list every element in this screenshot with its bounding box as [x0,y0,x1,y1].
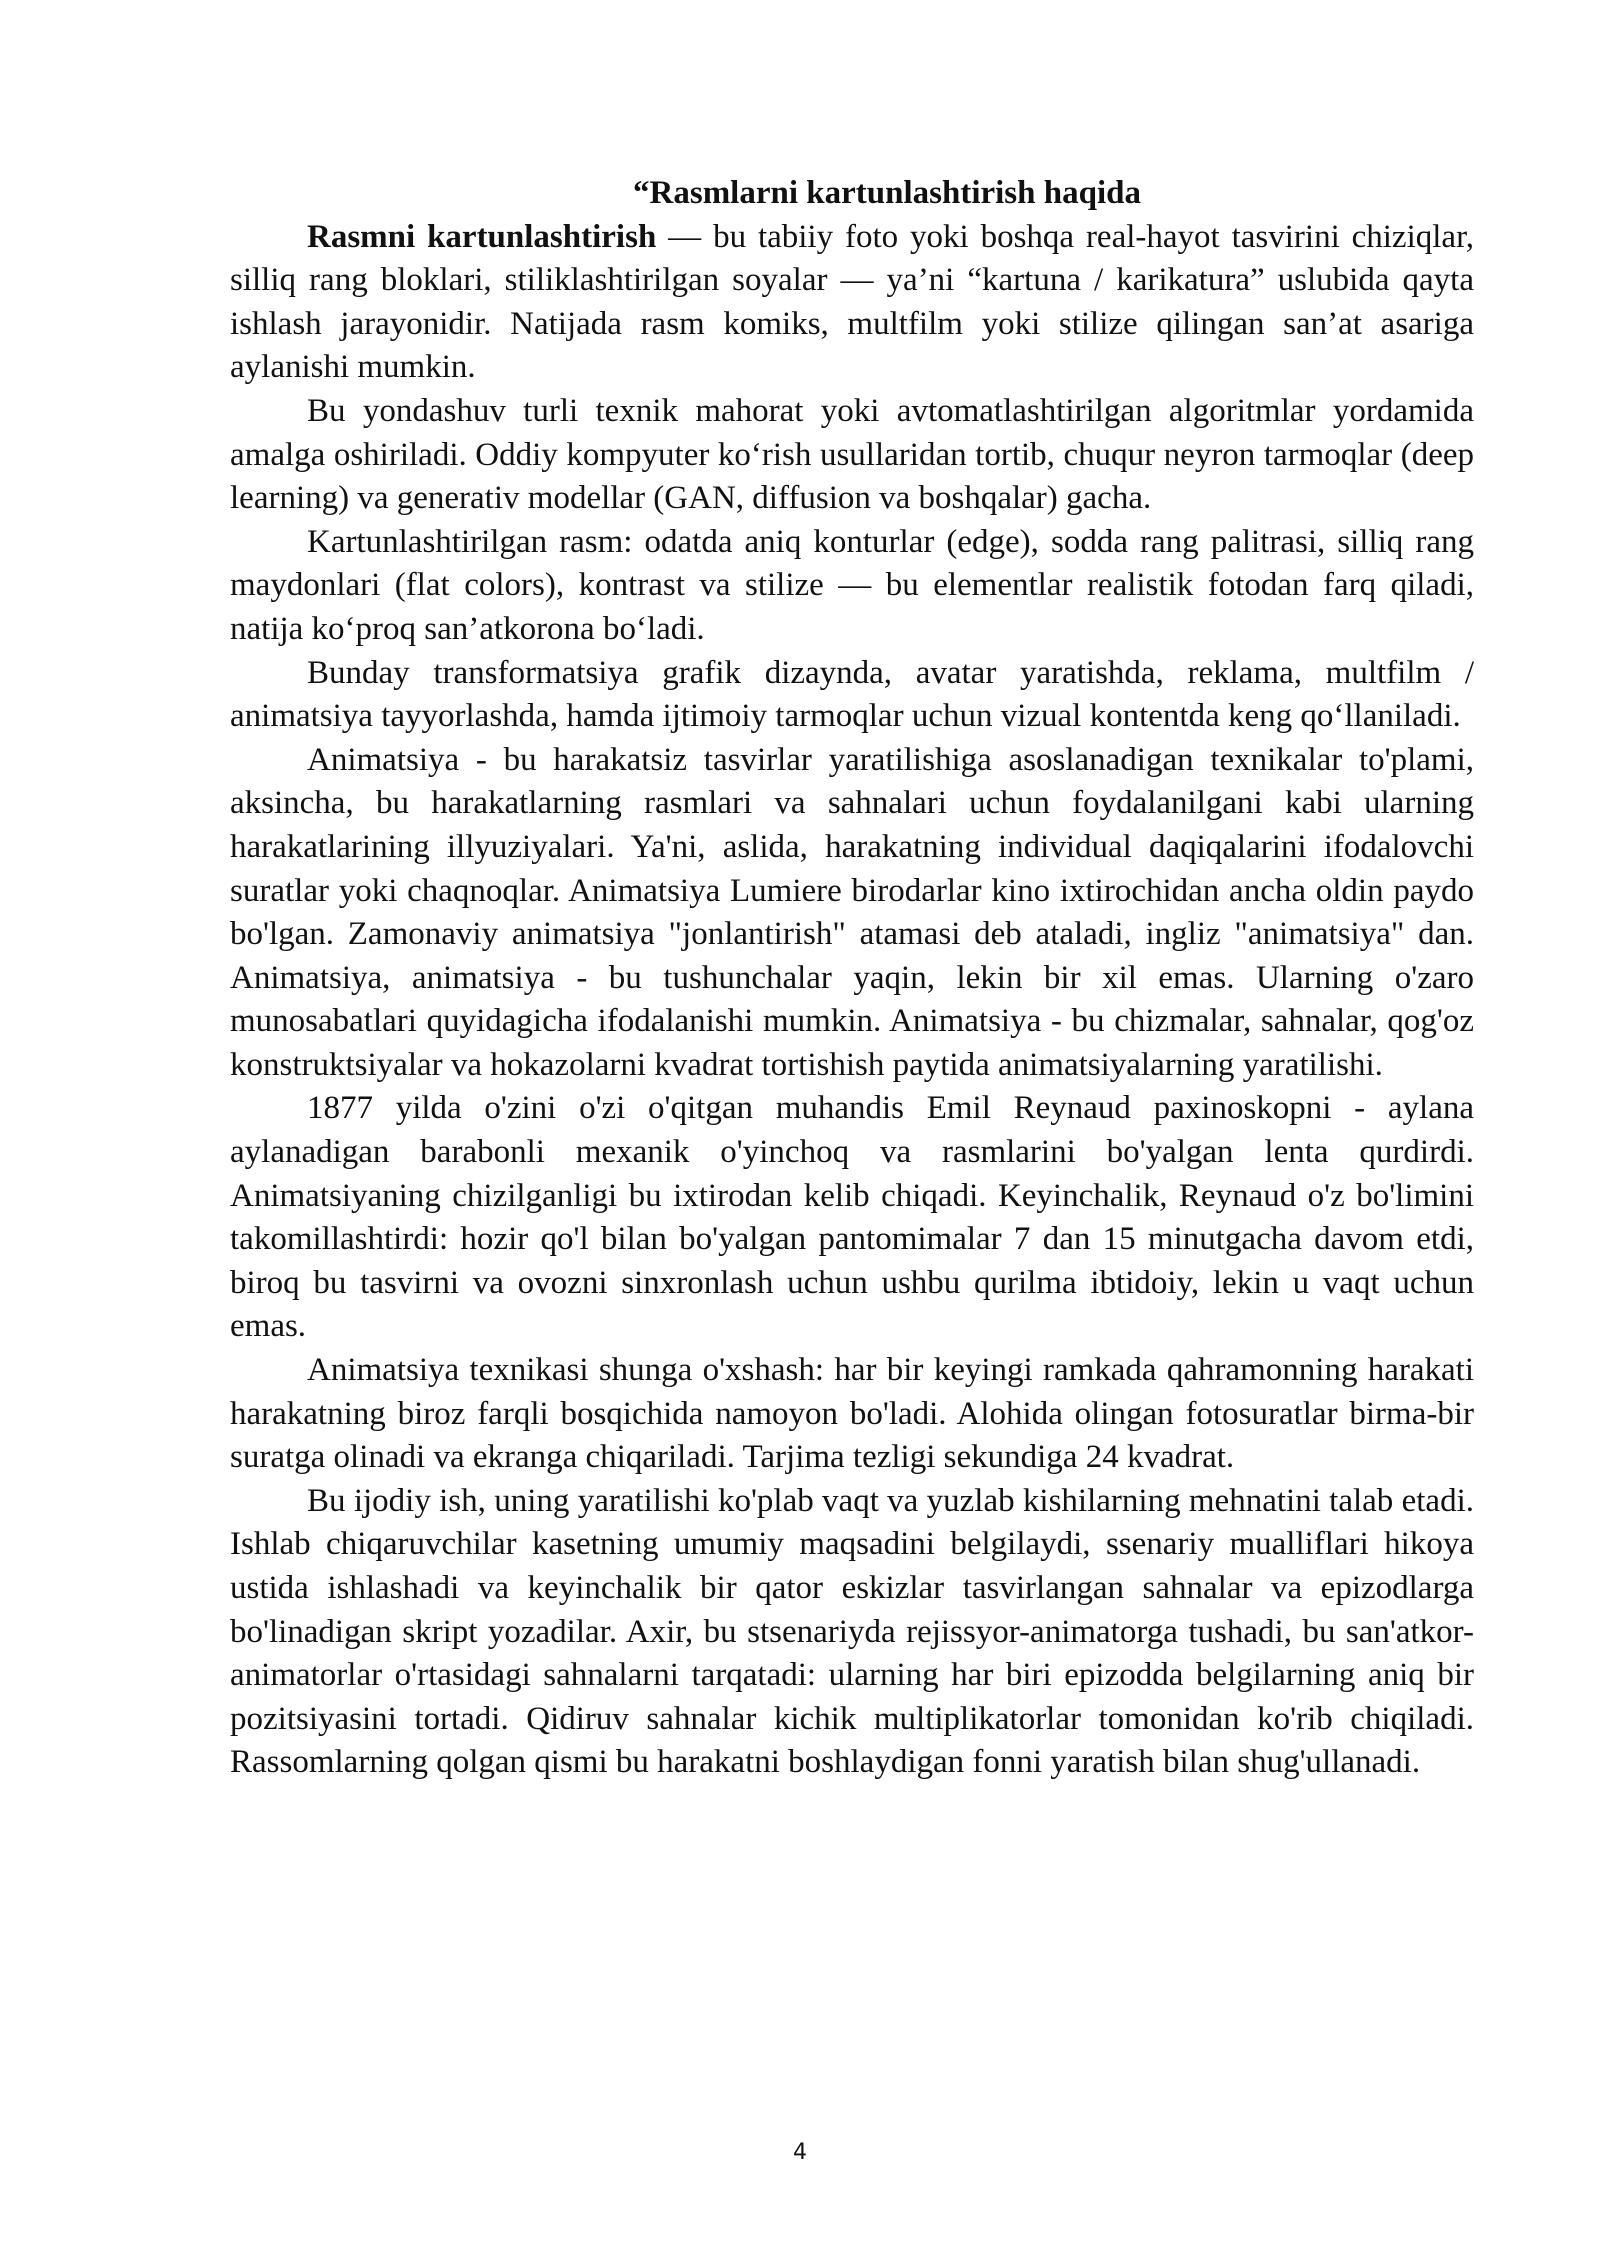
intro-paragraph [230,216,1474,390]
paragraph-cartoon-features: Kartunlashtirilgan rasm: odatda aniq konturlar (edge), sodda rang palitrasi, silliq rang maydonlari (flat colors), kontrast va stilize — bu elementlar realistik fotodan farq qiladi, natija ko‘proq san’atkorona bo‘ladi. [230,523,1474,647]
paragraph-uses: Bunday transformatsiya grafik dizaynda, avatar yaratishda, reklama, multfilm / animatsiya tayyorlashda, hamda ijtimoiy tarmoqlar uchun vizual kontentda keng qo‘llaniladi. [230,654,1474,735]
intro-lead-term: Rasmni kartunlashtirish [307,218,657,255]
document-title: “Rasmlarni kartunlashtirish haqida [633,175,1141,211]
document-page [230,172,1474,1785]
intro-text: — bu tabiiy foto yoki boshqa real-hayot tasvirini chiziqlar, silliq rang bloklari, stiliklashtirilgan soyalar — ya’ni “kartuna / karikatura” uslubida qayta ishlash jarayonidir. Natijada rasm komiks, multfilm yoki stilize qilingan san’at asariga aylanishi mumkin. [230,218,1474,386]
paragraph-animation-definition: Animatsiya - bu harakatsiz tasvirlar yaratilishiga asoslanadigan texnikalar to'plami, aksincha, bu harakatlarning rasmlari va sahnalari uchun foydalanilgani kabi ularning harakatlarining illyuziyalari. Ya'ni, aslida, harakatning individual daqiqalarini ifodalovchi suratlar yoki chaqnoqlar. Animatsiya Lumiere birodarlar kino ixtirochidan ancha oldin paydo bo'lgan. Zamonaviy animatsiya "jonlantirish" atamasi deb ataladi, ingliz "animatsiya" dan. Animatsiya, animatsiya - bu tushunchalar yaqin, lekin bir xil emas. Ularning o'zaro munosabatlari quyidagicha ifodalanishi mumkin. Animatsiya - bu chizmalar, sahnalar, qog'oz konstruktsiyalar va hokazolarni kvadrat tortishish paytida animatsiyalarning yaratilishi. [230,741,1474,1083]
paragraph-approach: Bu yondashuv turli texnik mahorat yoki avtomatlashtirilgan algoritmlar yordamida amalga oshiriladi. Oddiy kompyuter ko‘rish usullaridan tortib, chuqur neyron tarmoqlar (deep learning) va generativ modellar (GAN, diffusion va boshqalar) gacha. [230,392,1474,517]
paragraph-reynaud-history: 1877 yilda o'zini o'zi o'qitgan muhandis Emil Reynaud paxinoskopni - aylana aylanadigan barabonli mexanik o'yinchoq va rasmlarini bo'yalgan lenta qurdirdi. Animatsiyaning chizilganligi bu ixtirodan kelib chiqadi. Keyinchalik, Reynaud o'z bo'limini takomillashtirdi: hozir qo'l bilan bo'yalgan pantomimalar 7 dan 15 minutgacha davom etdi, biroq bu tasvirni va ovozni sinxronlash uchun ushbu qurilma ibtidoiy, lekin u vaqt uchun emas. [230,1090,1474,1345]
paragraph-production-process: Bu ijodiy ish, uning yaratilishi ko'plab vaqt va yuzlab kishilarning mehnatini talab etadi. Ishlab chiqaruvchilar kasetning umumiy maqsadini belgilaydi, ssenariy mualliflari hikoya ustida ishlashadi va keyinchalik bir qator eskizlar tasvirlangan sahnalar va epizodlarga bo'linadigan skript yozadilar. Axir, bu stsenariyda rejissyor-animatorga tushadi, bu san'atkor-animatorlar o'rtasidagi sahnalarni tarqatadi: ularning har biri epizodda belgilarning aniq bir pozitsiyasini tortadi. Qidiruv sahnalar kichik multiplikatorlar tomonidan ko'rib chiqiladi. Rassomlarning qolgan qismi bu harakatni boshlaydigan fonni yaratish bilan shug'ullanadi. [230,1482,1474,1781]
paragraph-animation-technique: Animatsiya texnikasi shunga o'xshash: har bir keyingi ramkada qahramonning harakati harakatning biroz farqli bosqichida namoyon bo'ladi. Alohida olingan fotosuratlar birma-bir suratga olinadi va ekranga chiqariladi. Tarjima tezligi sekundiga 24 kvadrat. [230,1352,1474,1476]
page-number: 4 [793,2140,807,2165]
